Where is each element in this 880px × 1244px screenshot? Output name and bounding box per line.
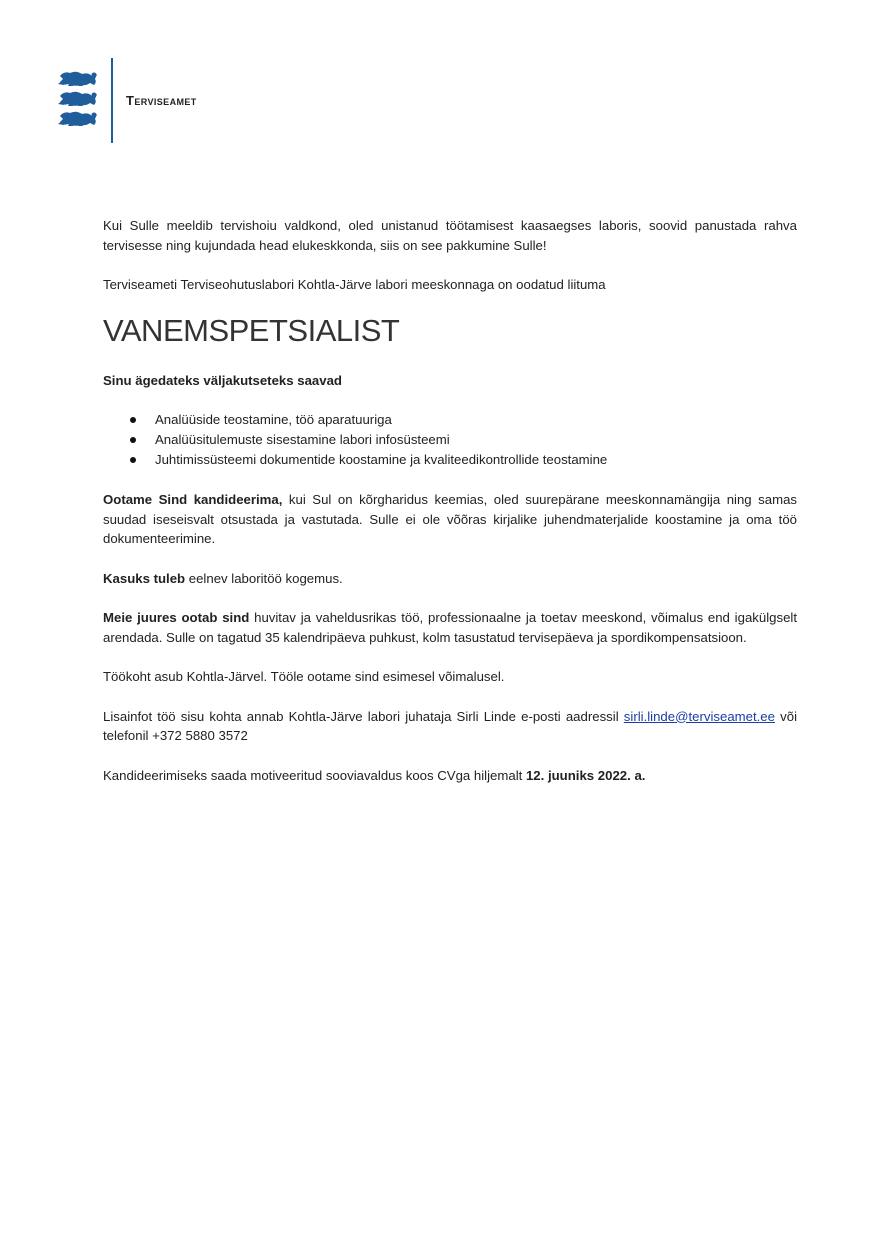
deadline-text: Kandideerimiseks saada motiveeritud sooviavaldus koos CVga hiljemalt	[103, 767, 526, 783]
letterhead-divider	[111, 58, 113, 143]
offer-text: huvitav ja vaheldusrikas töö, professionaalne ja toetav meeskond, võimalus end igakülgselt arendada. Sulle on tagatud 35 kalendripäeva puhkust, kolm tasustatud tervisepäeva ja spordikompensatsioon.	[103, 610, 797, 645]
advantage-paragraph	[103, 569, 797, 589]
contact-text: Lisainfot töö sisu kohta annab Kohtla-Järve labori juhataja Sirli Linde e-posti aadressil	[103, 708, 624, 724]
list-item: Juhtimissüsteemi dokumentide koostamine ja kvaliteedikontrollide teostamine	[155, 450, 797, 470]
tasks-heading: Sinu ägedateks väljakutseteks saavad	[103, 372, 342, 388]
advantage-lead: Kasuks tuleb	[103, 570, 186, 586]
location-paragraph: Töökoht asub Kohtla-Järvel. Tööle ootame sind esimesel võimalusel.	[103, 669, 505, 684]
agency-name: Terviseamet	[126, 93, 197, 108]
tasks-list	[103, 410, 797, 470]
list-item: Analüüside teostamine, töö aparatuuriga	[155, 410, 797, 430]
offer-paragraph	[103, 608, 797, 647]
contact-paragraph	[103, 707, 797, 746]
contact-email-link[interactable]: sirli.linde@terviseamet.ee	[623, 708, 775, 724]
advantage-text: eelnev laboritöö kogemus.	[185, 570, 343, 586]
requirements-text: kui Sul on kõrgharidus keemias, oled suurepärane meeskonnamängija ning samas suudad iseseisvalt otsustada ja vastutada. Sulle ei ole võõras kirjalike juhendmaterjalide koostamine ja oma töö dokumenteerimine.	[103, 492, 797, 546]
invitation-text: Terviseameti Terviseohutuslabori Kohtla-Järve labori meeskonnaga on oodatud liituma	[103, 277, 606, 292]
offer-lead: Meie juures ootab sind	[103, 610, 250, 625]
list-item: Analüüsitulemuste sisestamine labori infosüsteemi	[155, 430, 797, 450]
job-posting	[103, 216, 797, 785]
requirements-lead: Ootame Sind kandideerima,	[103, 492, 283, 507]
deadline-paragraph	[103, 766, 797, 786]
requirements-paragraph	[103, 490, 797, 549]
contact-phone: või telefonil +372 5880 3572	[103, 708, 797, 743]
job-title: VANEMSPETSIALIST	[103, 312, 400, 348]
deadline-date: 12. juuniks 2022. a.	[525, 767, 646, 783]
intro-paragraph: Kui Sulle meeldib tervishoiu valdkond, oled unistanud töötamisest kaasaegses laboris, soovid panustada rahva tervisesse ning kujundada head elukeskkonda, siis on see pakkumine Sulle!	[103, 218, 797, 253]
three-lions-coat-of-arms-icon	[56, 70, 100, 130]
letterhead	[56, 58, 256, 144]
